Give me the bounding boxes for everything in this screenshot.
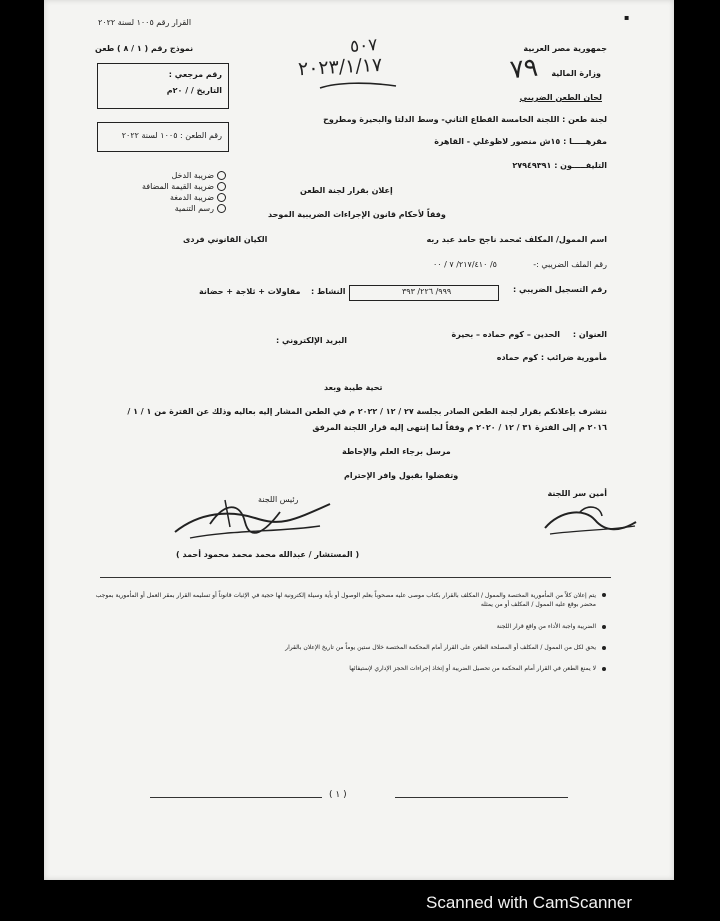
secretary-title: أمين سر اللجنة [547, 489, 607, 498]
tax-registration-label: رقم التسجيل الضريبي : [513, 285, 607, 294]
notice-title: إعلان بقرار لجنة الطعن [300, 186, 393, 195]
president-signature [170, 492, 340, 542]
footer-line-right [395, 797, 568, 798]
send-note: مرسل برجاء العلم والإحاطة [342, 447, 451, 456]
body-paragraph-1: نتشرف بإعلانكم بقرار لجنة الطعن الصادر بجلسة ٢٧ / ١٢ / ٢٠٢٢ م في الطعن المشار إليه بعاليه وذلك عن الفترة من ١ / ١ / [127, 407, 607, 416]
tax-type-development[interactable]: رسم التنمية [132, 203, 226, 214]
handwritten-date: ٢٠٢٣/١/١٧ [297, 53, 383, 81]
handwritten-underline [318, 80, 398, 92]
note-item: الضريبة واجبة الأداء من واقع قرار اللجنة [86, 623, 606, 630]
note-item: يحق لكل من الممول / المكلف أو المصلحة الطعن على القرار أمام المحكمة المختصة خلال ستين يوماً من تاريخ الإعلان بالقرار [86, 644, 606, 651]
committee-hq: مقرهـــــا : ١٥ش منصور لاظوغلي - القاهرة [434, 137, 607, 146]
corner-mark: ▪ [624, 13, 630, 22]
taxpayer-name-label: اسم الممول/ المكلف : [518, 235, 607, 244]
bullet-icon [602, 667, 606, 671]
bullet-icon [602, 646, 606, 650]
radio-icon [217, 171, 226, 180]
notes-list [86, 591, 606, 686]
reference-label: رقم مرجعي : [168, 70, 222, 79]
taxpayer-name: محمد ناجح حامد عبد ربه [426, 235, 520, 244]
tax-registration-number: ٩٩٩/ ٢٢٦/ ٣٩٣ [402, 287, 452, 296]
tax-registration-box [349, 285, 499, 301]
president-title: رئيس اللجنة [258, 495, 299, 504]
appeal-number-box [97, 122, 229, 152]
tax-file-number: ٥/ ٢١٧/٤١٠/ ٧ / ٠٠ [433, 260, 497, 269]
president-name: ( المستشار / عبدالله محمد محمد محمود أحمد ) [176, 550, 360, 559]
department-name: لجان الطعن الضريبي [519, 93, 602, 102]
radio-icon [217, 193, 226, 202]
radio-icon [217, 182, 226, 191]
tax-type-options [132, 170, 226, 214]
email-label: البريد الإلكتروني : [276, 336, 348, 345]
bullet-icon [602, 593, 606, 597]
activity-label: النشاط : [311, 287, 346, 296]
bullet-icon [602, 625, 606, 629]
legal-entity: الكيان القانوني فردى [183, 235, 268, 244]
greeting: تحية طيبة وبعد [324, 383, 383, 392]
footer-line-left [150, 797, 322, 798]
page-number: ( ١ ) [329, 790, 347, 800]
notice-subtitle: وفقاً لأحكام قانون الإجراءات الضريبية الموحد [268, 210, 446, 219]
handwritten-outgoing-number: ٥٠٧ [349, 35, 379, 57]
form-number: نموذج رقم ( ١ / ٨ ) طعن [95, 44, 194, 53]
address-label: العنوان : [572, 330, 607, 339]
tax-type-income[interactable]: ضريبة الدخل [132, 170, 226, 181]
decision-reference: القرار رقم ١٠٠٥ لسنة ٢٠٢٢ [98, 18, 192, 27]
tax-file-label: رقم الملف الضريبي :- [533, 260, 607, 269]
ministry-name: وزارة المالية [551, 69, 601, 78]
secretary-signature [540, 500, 640, 540]
note-item: لا يمنع الطعن في القرار أمام المحكمة من تحصيل الضريبة أو إتخاذ إجراءات الحجز الإداري لإستيفائها [86, 665, 606, 672]
radio-icon [217, 204, 226, 213]
committee-phone: التليفـــــون : ٢٧٩٤٩٣٩١ [512, 161, 607, 170]
committee-line: لجنة طعن : اللجنة الخامسة القطاع الثاني- وسط الدلتا والبحيرة ومطروح [323, 115, 607, 124]
address-value: الحدين – كوم حماده – بحيرة [451, 330, 560, 339]
note-item: يتم إعلان كلاً من المأمورية المختصة والممول / المكلف بالقرار بكتاب موصى عليه مصحوباً بعلم الوصول أو بأية وسيلة إلكترونية لها حجية في الإثبات قانوناً أو تسليمه القرار بمقر العمل أو المأمورية بموجب محضر بوقع عليه الممول / المكلف أو من يمثله [86, 591, 606, 609]
tax-office-label: مأمورية ضرائب : [540, 353, 607, 362]
tax-office-value: كوم حماده [496, 353, 538, 362]
appeal-number: رقم الطعن : ١٠٠٥ لسنة ٢٠٢٢ [121, 131, 222, 140]
body-paragraph-2: ٢٠١٦ م إلى الفترة ٣١ / ١٢ / ٢٠٢٠ م وفقاً لما إنتهى إليه قرار اللجنة المرفق [312, 423, 607, 432]
tax-type-vat[interactable]: ضريبة القيمة المضافة [132, 181, 226, 192]
reference-date-label: التاريخ / / ٢٠م [166, 86, 222, 95]
reference-box [97, 63, 229, 109]
tax-type-stamp[interactable]: ضريبة الدمغة [132, 192, 226, 203]
closing-line: وتفضلوا بقبول وافر الإحترام [344, 471, 459, 480]
country-name: جمهورية مصر العربية [523, 44, 607, 53]
scanner-watermark: Scanned with CamScanner [426, 893, 633, 912]
activity-value: مقاولات + ثلاجة + حضانة [199, 287, 301, 296]
handwritten-number: ٧٩ [508, 52, 540, 86]
notes-separator [100, 577, 611, 578]
